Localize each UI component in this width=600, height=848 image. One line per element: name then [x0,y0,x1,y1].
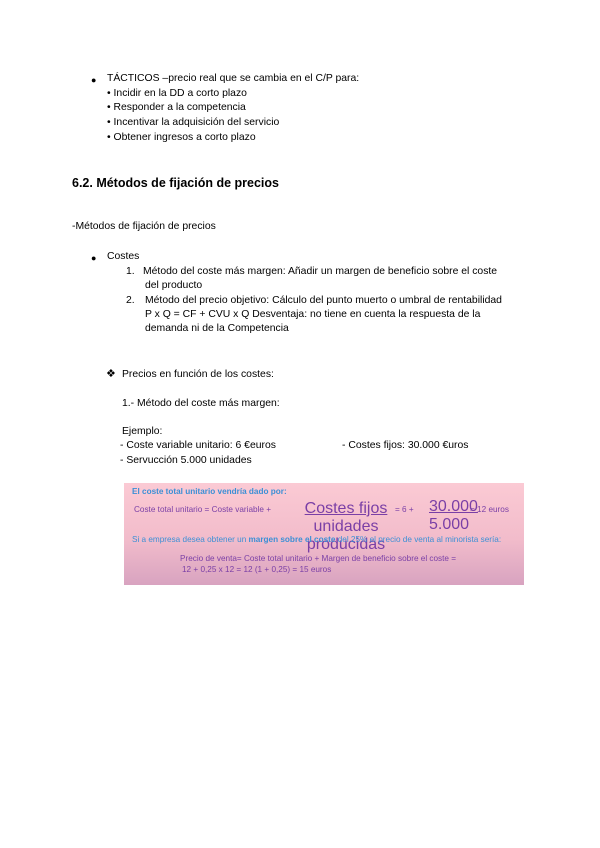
method-line: Método del precio objetivo: Cálculo del punto muerto o umbral de rentabilidad [145,295,502,306]
margin-sentence [132,535,501,545]
tacticos-title: TÁCTICOS –precio real que se cambia en el C/P para: [107,73,360,84]
coste-variable: - Coste variable unitario: 6 €euros [120,440,276,451]
precios-title: Precios en función de los costes: [122,369,274,380]
diamond-bullet-icon: ❖ [106,368,116,380]
formula-left: Coste total unitario = Coste variable + [134,505,271,514]
costes-label: Costes [107,251,140,262]
fraction-denominator: 5.000 [429,516,470,533]
bullet-icon: ● [91,75,97,85]
formula-result: = 12 euros [470,505,509,514]
section-heading: 6.2. Métodos de fijación de precios [72,176,279,190]
margin-sentence-pre: Si a empresa desea obtener un [132,535,249,544]
servuccion: - Servucción 5.000 unidades [120,455,252,466]
method-line: demanda ni de la Competencia [145,323,289,334]
formula-header: El coste total unitario vendría dado por: [132,487,287,496]
fraction-numerator: 30.000 [429,498,478,515]
section-subheading: -Métodos de fijación de precios [72,221,216,232]
precio-venta-line: Precio de venta= Coste total unitario + Margen de beneficio sobre el coste = [180,554,457,563]
tacticos-item: • Responder a la competencia [107,102,246,113]
method-line: P x Q = CF + CVU x Q Desventaja: no tiene en cuenta la respuesta de la [145,309,481,320]
method-line: Método del coste más margen: Añadir un margen de beneficio sobre el coste [143,266,498,277]
fraction-denominator: unidades producidas [306,518,386,553]
method-number: 2. [126,295,135,306]
tacticos-item: • Incidir en la DD a corto plazo [107,88,247,99]
precio-venta-line: 12 + 0,25 x 12 = 12 (1 + 0,25) = 15 euros [182,565,332,574]
method-title: 1.- Método del coste más margen: [122,398,280,409]
margin-sentence-post: del 25% el precio de venta al minorista sería: [335,535,502,544]
tacticos-item: • Incentivar la adquisición del servicio [107,117,280,128]
formula-box [124,483,524,585]
tacticos-item: • Obtener ingresos a corto plazo [107,132,256,143]
costes-fijos: - Costes fijos: 30.000 €uros [342,440,469,451]
fraction-costes-fijos [302,500,390,554]
ejemplo-label: Ejemplo: [122,426,163,437]
fraction-numerator: Costes fijos [304,500,388,517]
margin-sentence-bold: margen sobre el coste [248,535,336,544]
method-number: 1. [126,266,135,277]
method-line: del producto [145,280,203,291]
bullet-icon: ● [91,253,97,263]
fraction-numeric [429,498,478,534]
equals-six: = 6 + [395,505,414,514]
